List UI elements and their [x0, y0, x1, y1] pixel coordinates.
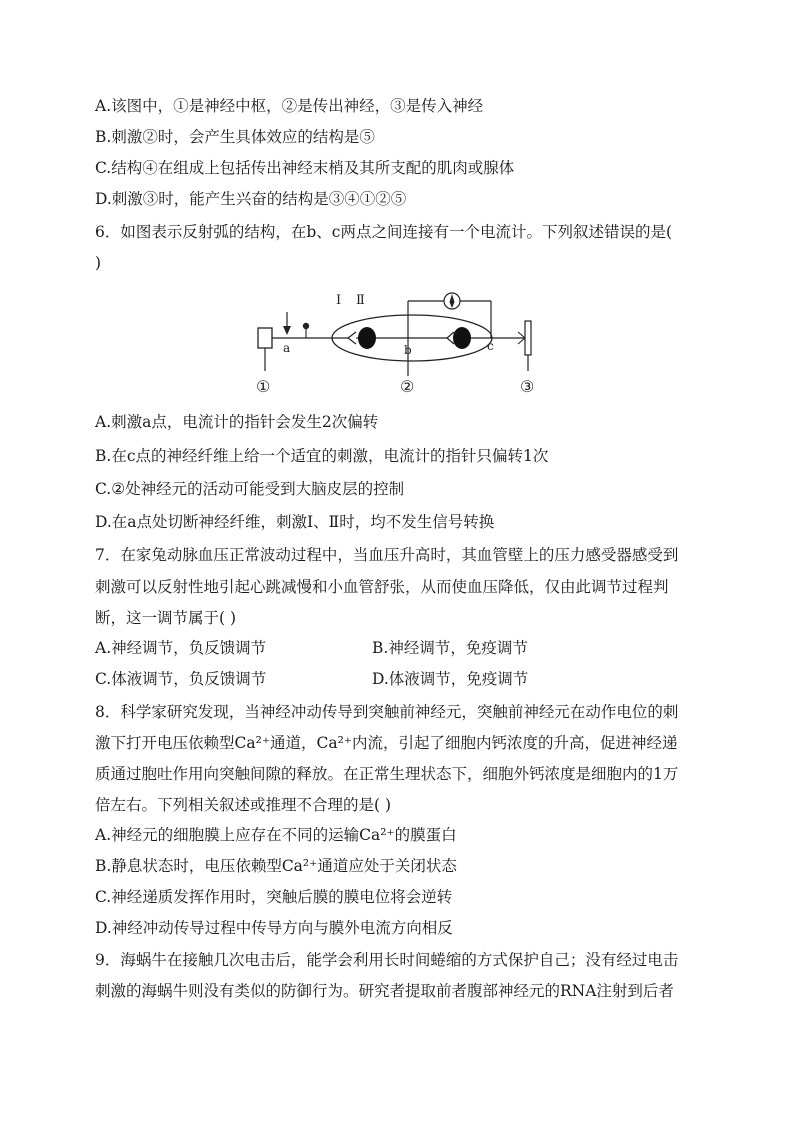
q8-option-c: C.神经递质发挥作用时，突触后膜的膜电位将会逆转	[95, 888, 453, 906]
q5-option-a: A.该图中，①是神经中枢，②是传出神经，③是传入神经	[95, 97, 484, 115]
q7-option-a: A.神经调节，负反馈调节	[95, 639, 267, 657]
q7-stem-line2: 刺激可以反射性地引起心跳减慢和小血管舒张，从而使血压降低，仅由此调节过程判	[95, 578, 669, 596]
label-a: a	[283, 341, 291, 355]
q6-option-a: A.刺激a点，电流计的指针会发生2次偏转	[95, 413, 379, 431]
label-1: ①	[256, 377, 271, 396]
q8-stem-line3: 质通过胞吐作用向突触间隙的释放。在正常生理状态下，细胞外钙浓度是细胞内的1万	[95, 765, 679, 783]
label-II: Ⅱ	[356, 293, 365, 308]
q7-stem-line3: 断，这一调节属于( )	[95, 609, 237, 627]
label-b: b	[404, 343, 412, 357]
q7-stem-line1: 7．在家兔动脉血压正常波动过程中，当血压升高时，其血管壁上的压力感受器感受到	[95, 546, 679, 564]
synapse-chevron-2	[447, 332, 454, 344]
ganglion-dot	[303, 323, 309, 329]
q9-stem-line1: 9．海蜗牛在接触几次电击后，能学会利用长时间蜷缩的方式保护自己；没有经过电击	[95, 951, 679, 969]
q6-stem-line1: 6．如图表示反射弧的结构，在b、c两点之间连接有一个电流计。下列叙述错误的是(	[95, 223, 673, 241]
q6-option-c: C.②处神经元的活动可能受到大脑皮层的控制	[95, 480, 405, 498]
q8-stem-line1: 8．科学家研究发现，当神经冲动传导到突触前神经元，突触前神经元在动作电位的刺	[95, 703, 679, 721]
q9-stem-line2: 刺激的海蜗牛则没有类似的防御行为。研究者提取前者腹部神经元的RNA注射到后者	[95, 982, 674, 1000]
q7-option-c: C.体液调节，负反馈调节	[95, 670, 267, 688]
receptor-box	[258, 328, 272, 348]
label-3: ③	[520, 377, 535, 396]
q8-stem-line4: 倍左右。下列相关叙述或推理不合理的是( )	[95, 796, 392, 814]
label-c: c	[487, 339, 494, 353]
synapse-chevron-1	[348, 332, 356, 344]
q6-option-b: B.在c点的神经纤维上给一个适宜的刺激，电流计的指针只偏转1次	[95, 447, 549, 465]
q7-option-d: D.体液调节，免疫调节	[372, 670, 529, 688]
neuron-body-1	[358, 327, 376, 349]
q6-stem-line2: )	[95, 254, 102, 272]
q8-stem-line2: 激下打开电压依赖型Ca²⁺通道，Ca²⁺内流，引起了细胞内钙浓度的升高，促进神经递	[95, 734, 678, 752]
q8-option-d: D.神经冲动传导过程中传导方向与膜外电流方向相反	[95, 919, 453, 937]
reflex-arc-diagram	[250, 288, 550, 398]
q5-option-c: C.结构④在组成上包括传出神经末梢及其所支配的肌肉或腺体	[95, 159, 515, 177]
label-I: Ⅰ	[336, 293, 342, 308]
q6-option-d: D.在a点处切断神经纤维，刺激Ⅰ、Ⅱ时，均不发生信号转换	[95, 513, 495, 531]
q8-option-b: B.静息状态时，电压依赖型Ca²⁺通道应处于关闭状态	[95, 857, 457, 875]
label-2: ②	[400, 377, 415, 396]
q8-option-a: A.神经元的细胞膜上应存在不同的运输Ca²⁺的膜蛋白	[95, 826, 457, 844]
q5-option-d: D.刺激③时，能产生兴奋的结构是③④①②⑤	[95, 190, 407, 208]
q5-option-b: B.刺激②时，会产生具体效应的结构是⑤	[95, 128, 375, 146]
effector-bar	[525, 321, 531, 355]
q7-option-b: B.神经调节，免疫调节	[372, 639, 528, 657]
neuron-body-2	[453, 327, 471, 349]
